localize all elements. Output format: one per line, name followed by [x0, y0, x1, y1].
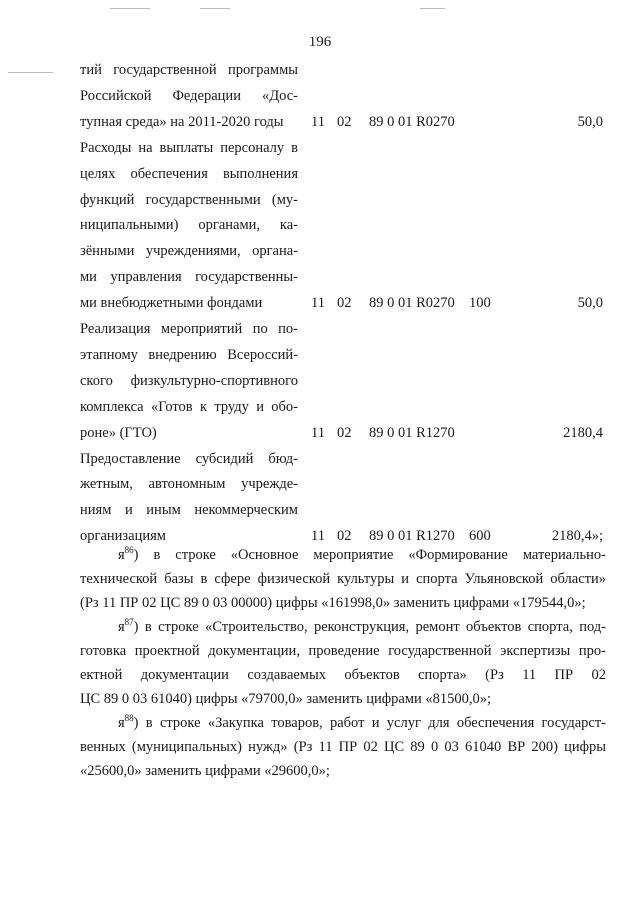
- table-cell-vr: 100: [469, 295, 491, 312]
- amendment-paragraphs: [80, 543, 606, 783]
- table-cell-sum: 2180,4: [563, 424, 603, 441]
- paragraph-line: готовка проектной документации, проведение государственной экспертизы про-: [80, 643, 606, 659]
- table-cell-name: комплекса «Готов к труду и обо-: [80, 398, 298, 415]
- table-row: [0, 58, 640, 82]
- table-row: [0, 291, 640, 315]
- table-cell-pr: 02: [337, 295, 352, 312]
- amendment-paragraph: [80, 615, 606, 711]
- paragraph-marker-index: 87: [124, 617, 134, 628]
- table-cell-name: ниципальными) органами, ка-: [80, 217, 298, 234]
- table-row: [0, 421, 640, 445]
- paragraph-line: венных (муниципальных) нужд» (Рз 11 ПР 02 ЦС 89 0 03 61040 ВР 200) цифры: [80, 739, 606, 755]
- table-cell-name: функций государственными (му-: [80, 191, 298, 208]
- table-cell-name: зёнными учреждениями, органа-: [80, 243, 298, 260]
- paragraph-marker: я: [118, 715, 125, 731]
- paragraph-marker: я: [118, 547, 125, 563]
- table-cell-cs: 89 0 01 R0270: [369, 113, 455, 130]
- table-row: [0, 239, 640, 263]
- table-cell-name: ми внебюджетными фондами: [80, 295, 263, 312]
- table-cell-pr: 02: [337, 424, 352, 441]
- table-cell-rz: 11: [311, 528, 325, 545]
- table-cell-name: ниям и иным некоммерческим: [80, 502, 298, 519]
- paragraph-marker: я: [118, 619, 125, 635]
- table-cell-name: роне» (ГТО): [80, 424, 157, 441]
- table-cell-rz: 11: [311, 295, 325, 312]
- table-row: [0, 369, 640, 393]
- paragraph-text: ) в строке «Строительство, реконструкция, ремонт объектов спорта, под-: [133, 619, 606, 635]
- table-row: [0, 110, 640, 134]
- table-cell-cs: 89 0 01 R0270: [369, 295, 455, 312]
- table-cell-name: Предоставление субсидий бюд-: [80, 450, 298, 467]
- table-cell-name: Расходы на выплаты персоналу в: [80, 139, 298, 156]
- table-row: [0, 395, 640, 419]
- paragraph-line: «25600,0» заменить цифрами «29600,0»;: [80, 763, 330, 779]
- table-row: [0, 343, 640, 367]
- paragraph-line: (Рз 11 ПР 02 ЦС 89 0 03 00000) цифры «161998,0» заменить цифрами «179544,0»;: [80, 595, 586, 611]
- scan-noise-top: [200, 8, 230, 9]
- table-row: [0, 265, 640, 289]
- table-row: [0, 317, 640, 341]
- paragraph-line: ЦС 89 0 03 61040) цифры «79700,0» заменить цифрами «81500,0»;: [80, 691, 492, 707]
- table-row: [0, 472, 640, 496]
- paragraph-text: ) в строке «Закупка товаров, работ и услуг для обеспечения государст-: [133, 715, 606, 731]
- table-cell-name: этапному внедрению Всероссий-: [80, 346, 298, 363]
- table-cell-pr: 02: [337, 528, 352, 545]
- table-cell-name: тий государственной программы: [80, 62, 298, 78]
- table-cell-name: ми управления государственны-: [80, 269, 298, 286]
- table-cell-name: Российской Федерации «Дос-: [80, 87, 298, 104]
- table-cell-name: Реализация мероприятий по по-: [80, 321, 298, 337]
- table-cell-name: жетным, автономным учрежде-: [80, 476, 298, 493]
- amendment-paragraph: [80, 711, 606, 783]
- table-row: [0, 447, 640, 471]
- paragraph-marker-index: 86: [124, 545, 134, 556]
- table-cell-sum: 50,0: [577, 113, 603, 130]
- table-cell-sum: 50,0: [577, 295, 603, 312]
- table-cell-name: тупная среда» на 2011-2020 годы: [80, 113, 284, 130]
- table-row: [0, 84, 640, 108]
- table-row: [0, 213, 640, 237]
- table-row: [0, 498, 640, 522]
- table-row: [0, 162, 640, 186]
- table-cell-rz: 11: [311, 113, 325, 130]
- paragraph-line: [80, 711, 606, 735]
- scan-noise-top: [110, 8, 150, 9]
- table-cell-name: организациям: [80, 528, 166, 545]
- table-cell-name: ского физкультурно-спортивного: [80, 372, 298, 389]
- paragraph-marker-index: 88: [124, 713, 134, 724]
- scan-noise-top: [420, 8, 445, 9]
- table-row: [0, 136, 640, 160]
- table-cell-vr: 600: [469, 528, 491, 545]
- table-row: [0, 188, 640, 212]
- paragraph-text: ) в строке «Основное мероприятие «Формирование материально-: [133, 547, 606, 563]
- table-cell-pr: 02: [337, 113, 352, 130]
- paragraph-line: [80, 615, 606, 639]
- paragraph-line: ектной документации создаваемых объектов спорта» (Рз 11 ПР 02: [80, 667, 606, 683]
- table-cell-sum: 2180,4»;: [551, 528, 603, 545]
- table-cell-cs: 89 0 01 R1270: [369, 424, 455, 441]
- table-cell-name: целях обеспечения выполнения: [80, 165, 298, 182]
- paragraph-line: технической базы в сфере физической культуры и спорта Ульяновской области»: [80, 571, 606, 587]
- table-cell-rz: 11: [311, 424, 325, 441]
- amendment-paragraph: [80, 543, 606, 615]
- page-number: 196: [308, 34, 332, 50]
- table-cell-cs: 89 0 01 R1270: [369, 528, 455, 545]
- paragraph-line: [80, 543, 606, 567]
